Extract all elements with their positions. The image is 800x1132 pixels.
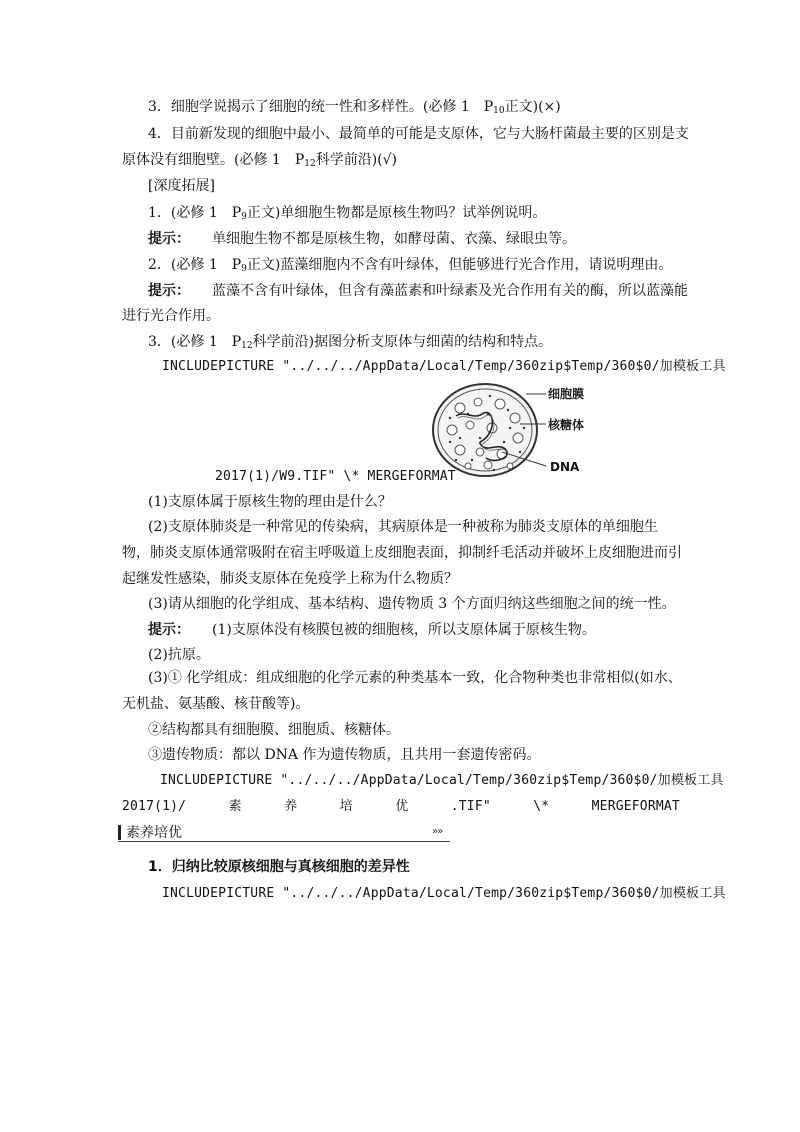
answer-sub-1: 提示： (1)支原体没有核膜包被的细胞核，所以支原体属于原核生物。 [148, 622, 596, 638]
answer-2-line2: 进行光合作用。 [122, 308, 220, 324]
question-3: 3．(必修 1 $P_{12}$科学前沿)据图分析支原体与细菌的结构和特点。 [148, 334, 553, 351]
review-item-4-line2: 原体没有细胞壁。(必修 1 $P_{12}$科学前沿)(√) [122, 152, 398, 169]
answer-sub-3-structure: ②结构都具有细胞膜、细胞质、核糖体。 [148, 722, 400, 738]
question-2: 2．(必修 1 $P_9$正文)蓝藻细胞内不含有叶绿体，但能够进行光合作用，请说明理由。 [148, 257, 673, 274]
label-dna: DNA [550, 460, 580, 474]
label-cell-membrane: 细胞膜 [548, 387, 585, 401]
include-field-2-line1: INCLUDEPICTURE "../../../AppData/Local/Temp/360zip$Temp/360$0/加模板工具 [160, 773, 724, 788]
hint-label: 提示： [148, 283, 190, 299]
answer-1: 提示： 单细胞生物不都是原核生物，如酵母菌、衣藻、绿眼虫等。 [148, 231, 576, 247]
include-field-1-line2: 2017(1)/W9.TIF" \* MERGEFORMAT [215, 469, 456, 484]
answer-2-line1: 提示： 蓝藻不含有叶绿体，但含有藻蓝素和叶绿素及光合作用有关的酶，所以蓝藻能 [148, 283, 688, 299]
sub-question-1: (1)支原体属于原核生物的理由是什么？ [148, 494, 392, 510]
review-item-4-line1: 4．目前新发现的细胞中最小、最简单的可能是支原体，它与大肠杆菌最主要的区别是支 [148, 126, 689, 142]
label-ribosome: 核糖体 [548, 418, 585, 432]
hint-label: 提示： [148, 622, 190, 638]
answer-sub-3-composition: (3)① 化学组成：组成细胞的化学元素的种类基本一致，化合物种类也非常相似(如水、无机盐、氨基酸、核苷酸等)。 [122, 670, 682, 712]
review-item-3: 3．细胞学说揭示了细胞的统一性和多样性。(必修 1 $P_{10}$正文)(×) [148, 99, 561, 116]
section-header [118, 823, 450, 842]
answer-sub-2: (2)抗原。 [148, 647, 210, 663]
section-title: 素养培优 [126, 825, 182, 841]
hint-label: 提示： [148, 231, 190, 247]
double-chevron-icon: »» [432, 826, 443, 837]
sub-question-3: (3)请从细胞的化学组成、基本结构、遗传物质 3 个方面归纳这些细胞之间的统一性。 [148, 596, 676, 612]
sub-question-2: (2)支原体肺炎是一种常见的传染病，其病原体是一种被称为肺炎支原体的单细胞生物，肺炎支原体通常吸附在宿主呼吸道上皮细胞表面，抑制纤毛活动并破坏上皮细胞进而引起继发性感染，肺炎支原体在免疫学上称为什么物质？ [122, 519, 682, 587]
answer-sub-3-genetic: ③遗传物质：都以 DNA 作为遗传物质，且共用一套遗传密码。 [148, 747, 541, 763]
include-field-1-line1: INCLUDEPICTURE "../../../AppData/Local/Temp/360zip$Temp/360$0/加模板工具 [162, 359, 726, 374]
include-field-3: INCLUDEPICTURE "../../../AppData/Local/Temp/360zip$Temp/360$0/加模板工具 [162, 886, 726, 901]
deep-heading: [深度拓展] [148, 178, 215, 194]
mycoplasma-cell-figure [430, 380, 600, 489]
section-item-1: 1．归纳比较原核细胞与真核细胞的差异性 [148, 859, 410, 875]
include-field-2-line2: 2017(1)/ 素 养 培 优 .TIF" \* MERGEFORMAT [122, 799, 680, 814]
question-1: 1．(必修 1 $P_9$正文)单细胞生物都是原核生物吗？试举例说明。 [148, 205, 547, 222]
section-bar-marker [118, 825, 121, 840]
